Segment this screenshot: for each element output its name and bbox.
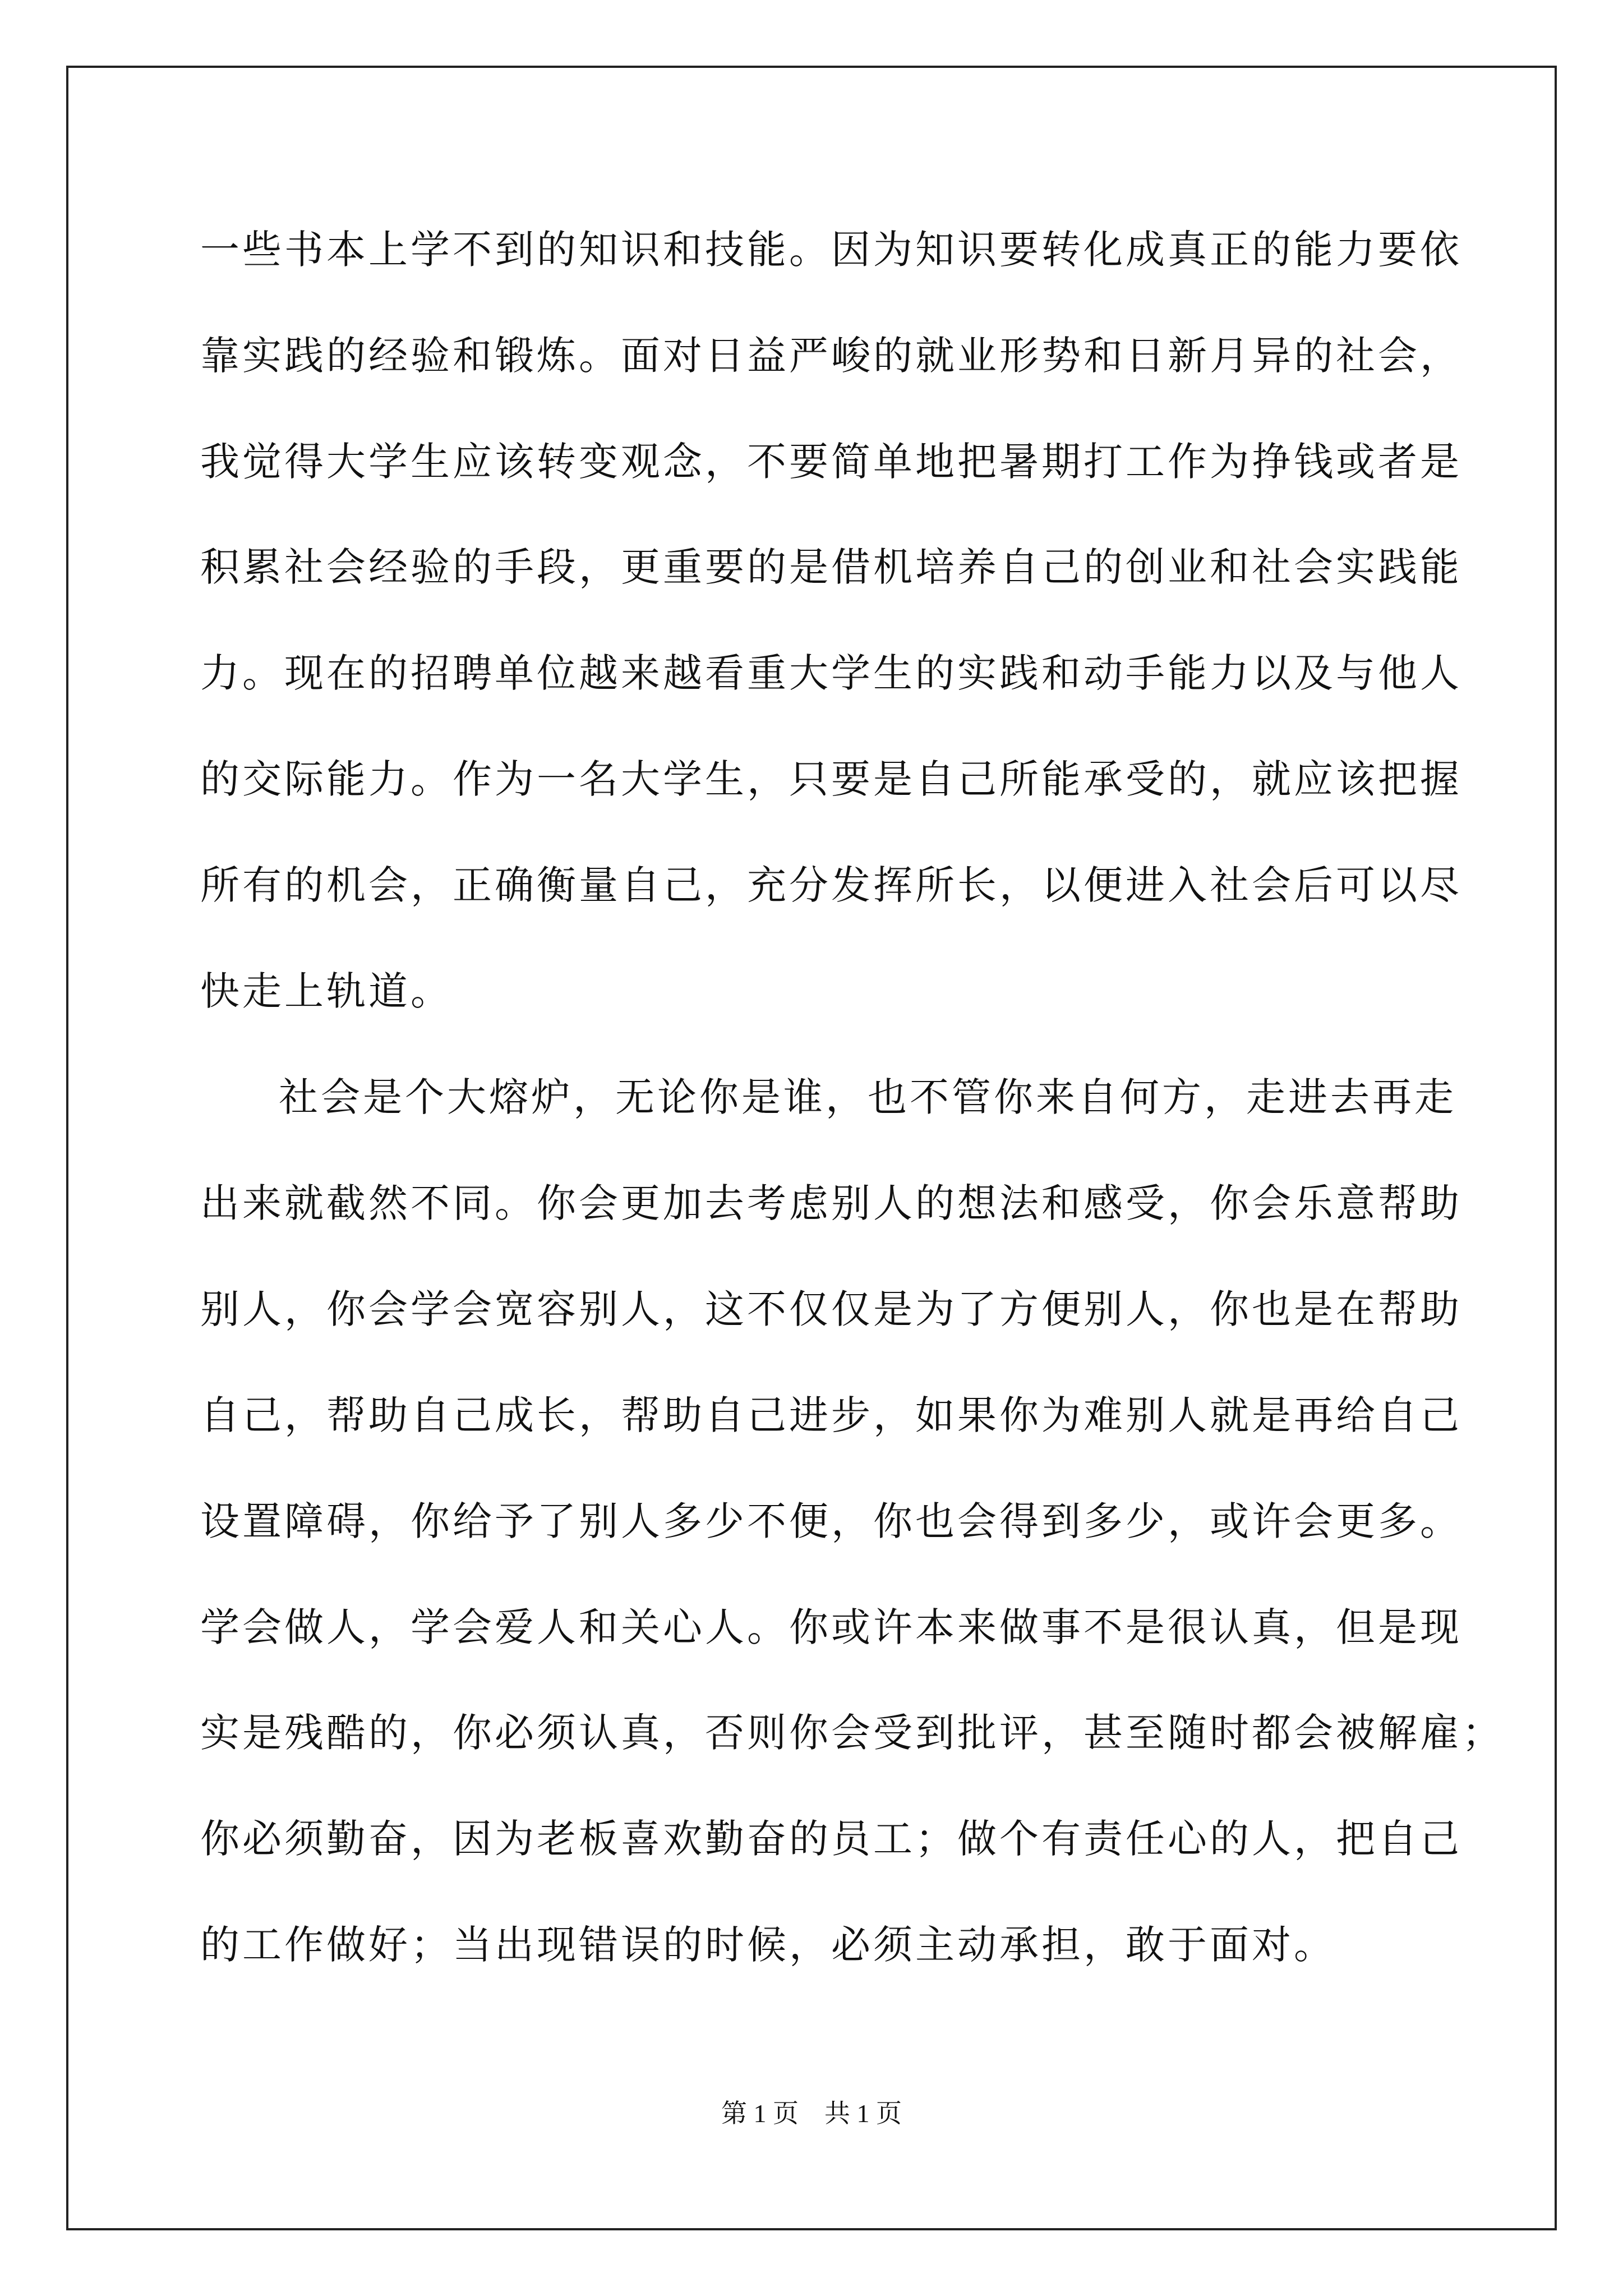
text-line: 自己，帮助自己成长，帮助自己进步，如果你为难别人就是再给自己 — [200, 1392, 1462, 1438]
text-line: 出来就截然不同。你会更加去考虑别人的想法和感受，你会乐意帮助 — [200, 1180, 1462, 1226]
text-line: 学会做人，学会爱人和关心人。你或许本来做事不是很认真，但是现 — [200, 1604, 1462, 1650]
text-line: 靠实践的经验和锻炼。面对日益严峻的就业形势和日新月异的社会， — [200, 333, 1462, 379]
text-line: 一些书本上学不到的知识和技能。因为知识要转化成真正的能力要依 — [200, 227, 1462, 273]
text-line: 力。现在的招聘单位越来越看重大学生的实践和动手能力以及与他人 — [200, 650, 1462, 696]
text-line: 积累社会经验的手段，更重要的是借机培养自己的创业和社会实践能 — [200, 544, 1462, 590]
text-line: 我觉得大学生应该转变观念，不要简单地把暑期打工作为挣钱或者是 — [200, 439, 1462, 485]
text-line: 的工作做好；当出现错误的时候，必须主动承担，敢于面对。 — [200, 1922, 1336, 1968]
paragraph-first-line: 社会是个大熔炉，无论你是谁，也不管你来自何方，走进去再走 — [279, 1074, 1456, 1120]
text-line: 实是残酷的，你必须认真，否则你会受到批评，甚至随时都会被解雇； — [200, 1710, 1504, 1756]
text-line: 你必须勤奋，因为老板喜欢勤奋的员工；做个有责任心的人，把自己 — [200, 1816, 1462, 1862]
text-line: 别人，你会学会宽容别人，这不仅仅是为了方便别人，你也是在帮助 — [200, 1286, 1462, 1332]
page-number-footer: 第 1 页 共 1 页 — [721, 2099, 902, 2128]
page-frame — [66, 66, 1557, 2230]
text-line: 的交际能力。作为一名大学生，只要是自己所能承受的，就应该把握 — [200, 756, 1462, 802]
text-line: 快走上轨道。 — [200, 968, 453, 1014]
text-line: 设置障碍，你给予了别人多少不便，你也会得到多少，或许会更多。 — [200, 1498, 1462, 1544]
text-line: 所有的机会，正确衡量自己，充分发挥所长，以便进入社会后可以尽 — [200, 862, 1462, 908]
